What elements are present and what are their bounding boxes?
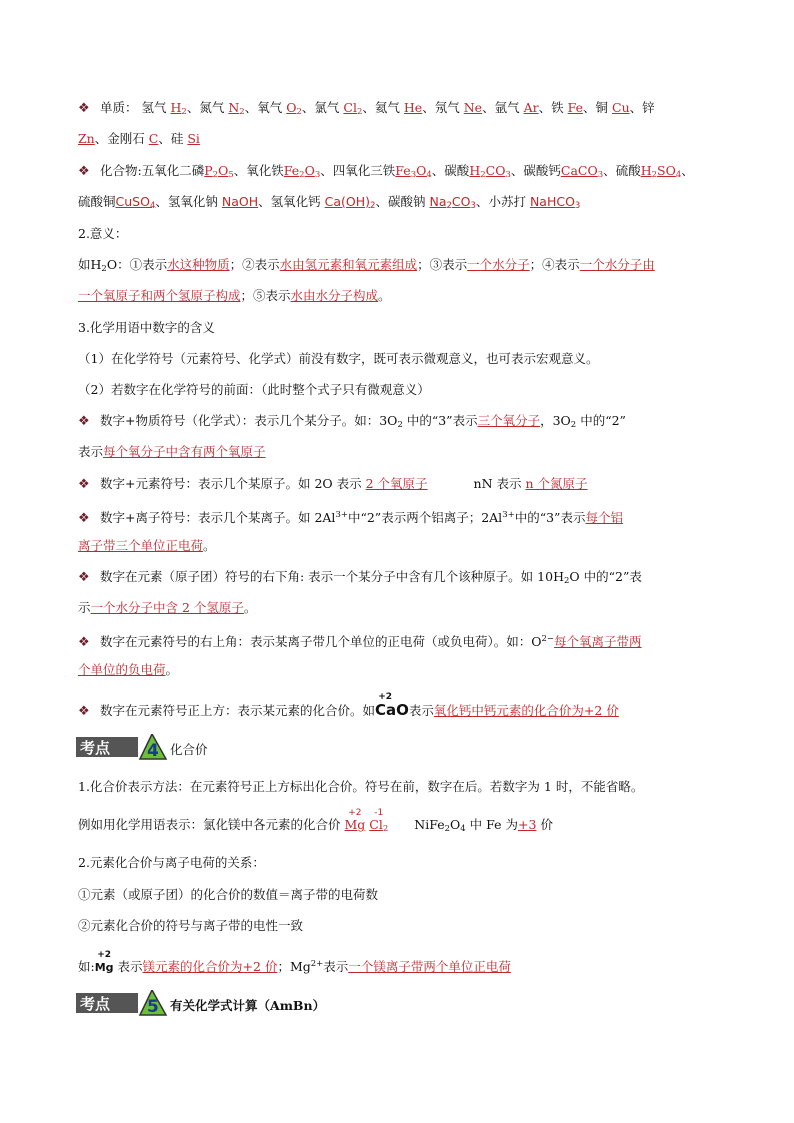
simple-substances-line-1: ❖ 单质： 氢气 $H_2$、氮气 $N_2$、氧气 $O_2$、氯气 $Cl_2$、氦气 He、氖气 Ne、氩气 Ar、铁 Fe、铜 Cu、锌 bbox=[78, 100, 655, 117]
answer: n 个氮原子 bbox=[525, 476, 588, 491]
valence-p5: ②元素化合价的符号与离子带的电性一致 bbox=[78, 918, 304, 933]
kaodian-4-header bbox=[76, 732, 208, 760]
answer: 镁元素的化合价为+2 价 bbox=[142, 959, 278, 974]
text: ；Mg bbox=[277, 959, 311, 974]
mg-valence-symbol: +2 Mg bbox=[94, 950, 114, 974]
kaodian-5-header bbox=[76, 988, 325, 1016]
formula: Zn bbox=[78, 131, 95, 146]
name: 硅 bbox=[170, 131, 184, 146]
badge-text: 考点 bbox=[80, 995, 111, 1013]
text: 中的“3”表示 bbox=[514, 510, 586, 525]
answer: 一个水分子中含 2 个氢原子 bbox=[90, 600, 244, 615]
name: 铁 bbox=[551, 100, 564, 115]
meaning-text: ；②表示 bbox=[229, 257, 280, 272]
answer: +3 bbox=[518, 817, 537, 832]
text: 表示 bbox=[408, 703, 434, 718]
formula-sub: 2 bbox=[239, 107, 245, 117]
answer: 离子带三个单位正电荷 bbox=[78, 538, 204, 553]
compounds-line-2: 硫酸铜CuSO$_4$、氢氧化钠 NaOH、氢氧化钙 $Ca(OH)_2$、碳酸钠 $Na_2CO_3$、小苏打 NaHCO$_3$ bbox=[78, 194, 581, 211]
name: 氮气 bbox=[199, 100, 225, 115]
name: 碳酸钙 bbox=[523, 163, 561, 178]
kaodian-badge bbox=[76, 990, 168, 1016]
numbers-bullet-5-line-2 bbox=[78, 662, 178, 678]
formula: Ar bbox=[523, 100, 539, 115]
text: O 中的“2”表 bbox=[569, 569, 642, 584]
answer: 水由氢元素和氧元素组成 bbox=[279, 257, 418, 272]
text: 。 bbox=[165, 662, 179, 677]
numbers-bullet-1-line-2 bbox=[78, 444, 266, 460]
valence-p4: ①元素（或原子团）的化合价的数值＝离子带的电荷数 bbox=[78, 887, 379, 902]
answer: 一个水分子 bbox=[467, 257, 530, 272]
text: 中的“3”表示 bbox=[406, 413, 478, 428]
valence-p3: 2.元素化合价与离子电荷的关系： bbox=[78, 855, 265, 870]
compounds-line-1: ❖ 化合物:五氧化二磷$P_2O_5$、氧化铁$Fe_2O_3$、四氧化三铁$Fe_3O_4$、碳酸$H_2CO_3$、碳酸钙CaCO$_3$、硫酸$H_2SO_4$、 bbox=[78, 163, 694, 180]
formula: He bbox=[403, 100, 423, 115]
formula-sub: 2 bbox=[296, 107, 302, 117]
bullet-icon: ❖ bbox=[78, 164, 90, 179]
kaodian-badge bbox=[76, 734, 168, 760]
name: 氢氧化钠 bbox=[167, 194, 218, 209]
answer: 每个氧分子中含有两个氧原子 bbox=[103, 444, 266, 459]
bullet-icon: ❖ bbox=[78, 704, 90, 719]
text: ，3O bbox=[540, 413, 571, 428]
bullet-icon: ❖ bbox=[78, 101, 90, 116]
formula-sub: 2 bbox=[356, 107, 363, 117]
numbers-bullet-2 bbox=[78, 476, 588, 493]
text: 中 Fe 为 bbox=[469, 817, 519, 832]
numbers-bullet-4: ❖ 数字在元素（原子团）符号的右下角: 表示一个某分子中含有几个该种原子。如 $10H_2O$ 中的“2”表 bbox=[78, 569, 642, 586]
text: 价 bbox=[540, 817, 553, 832]
meaning-text: ；⑤表示 bbox=[240, 288, 291, 303]
answer: 个单位的负电荷 bbox=[78, 662, 166, 677]
name: 氯气 bbox=[314, 100, 340, 115]
cl-valence: -1 $Cl_2$ bbox=[369, 808, 389, 834]
answer: 每个氧离子带两 bbox=[554, 634, 642, 649]
meaning-text: ；④表示 bbox=[529, 257, 580, 272]
name: 硫酸 bbox=[615, 163, 641, 178]
meaning-line-1: 如$H_2O$：①表示水这种物质；②表示水由氢元素和氧元素组成；③表示一个水分子；④表示一个水分子由 bbox=[78, 257, 655, 274]
answer: 一个镁离子带两个单位正电荷 bbox=[348, 959, 511, 974]
name: 氖气 bbox=[434, 100, 460, 115]
meaning-heading: 2.意义： bbox=[78, 226, 128, 241]
valence-formula: +2 CaO bbox=[375, 692, 409, 719]
bullet-icon: ❖ bbox=[78, 635, 90, 650]
formula: Ne bbox=[463, 100, 483, 115]
text: 表示 bbox=[323, 959, 349, 974]
text: 中的“2” bbox=[580, 413, 626, 428]
answer: 三个氧分子 bbox=[477, 413, 541, 428]
meaning-text: ①表示 bbox=[129, 257, 168, 272]
name: 铜 bbox=[595, 100, 609, 115]
text: 数字+元素符号：表示几个某原子。如 2O 表示 bbox=[100, 476, 362, 491]
answer: 一个水分子由 bbox=[579, 257, 655, 272]
numbers-p2: （2）若数字在化学符号的前面：（此时整个式子只有微观意义） bbox=[78, 382, 430, 397]
answer: 一个氧原子和两个氢原子构成 bbox=[78, 288, 241, 303]
name: 氢氧化钙 bbox=[270, 194, 321, 209]
numbers-bullet-4-line-2 bbox=[78, 600, 256, 616]
label: 化合物: bbox=[100, 163, 142, 178]
formula: Fe bbox=[567, 100, 584, 115]
meaning-text: 如H bbox=[78, 257, 102, 272]
name: 小苏打 bbox=[488, 194, 526, 209]
text: 。 bbox=[203, 538, 216, 553]
name: 锌 bbox=[642, 100, 655, 115]
numbers-bullet-3: ❖ 数字+离子符号：表示几个某离子。如 $2Al^{3+}$中“2”表示两个铝离子；$2Al^{3+}$中的“3”表示每个铝 bbox=[78, 510, 623, 526]
answer: 水由水分子构成 bbox=[290, 288, 379, 303]
numbers-bullet-6 bbox=[78, 692, 619, 720]
numbers-p1: （1）在化学符号（元素符号、化学式）前没有数字，既可表示微观意义，也可表示宏观意义。 bbox=[78, 351, 599, 366]
bullet-icon: ❖ bbox=[78, 477, 90, 492]
name: 碳酸钠 bbox=[387, 194, 426, 209]
ion-charge: 2+ bbox=[310, 959, 324, 969]
name: 四氧化三铁 bbox=[332, 163, 396, 178]
formula: Si bbox=[187, 131, 200, 146]
bullet-icon: ❖ bbox=[78, 414, 90, 429]
text: 如: bbox=[78, 959, 95, 974]
meaning-text: 。 bbox=[378, 288, 391, 303]
answer: 每个铝 bbox=[585, 510, 623, 525]
bullet-icon: ❖ bbox=[78, 570, 90, 585]
badge-number: 5 bbox=[147, 997, 159, 1016]
numbers-bullet-3-line-2 bbox=[78, 538, 216, 554]
mg-valence: +2 Mg bbox=[344, 808, 366, 832]
text: 数字+离子符号：表示几个某离子。如 2Al bbox=[100, 510, 336, 525]
text: 数字在元素符号的右上角：表示某离子带几个单位的正电荷（或负电荷）。如：O bbox=[100, 634, 542, 649]
simple-substances-line-2: Zn、金刚石 C、硅 Si bbox=[78, 131, 200, 146]
name: 氢气 bbox=[141, 100, 167, 115]
kaodian-title: 有关化学式计算（AmBn） bbox=[170, 998, 326, 1013]
numbers-bullet-5: ❖ 数字在元素符号的右上角：表示某离子带几个单位的正电荷（或负电荷）。如：$O^{2-}$每个氧离子带两 bbox=[78, 634, 642, 650]
text: 数字+物质符号（化学式）：表示几个某分子。如：3O bbox=[100, 413, 398, 428]
label: 单质： bbox=[100, 100, 138, 115]
text: 例如用化学用语表示：氯化镁中各元素的化合价 bbox=[78, 817, 341, 832]
answer: 氧化钙中钙元素的化合价为+2 价 bbox=[433, 703, 619, 718]
meaning-text: ；③表示 bbox=[417, 257, 468, 272]
formula: H bbox=[170, 100, 182, 115]
answer: 2 个氧原子 bbox=[365, 476, 428, 491]
formula: O bbox=[286, 100, 297, 115]
text: 中“2”表示两个铝离子；2Al bbox=[347, 510, 503, 525]
name: 氦气 bbox=[374, 100, 400, 115]
valence-p1: 1.化合价表示方法：在元素符号正上方标出化合价。符号在前，数字在后。若数字为 1 时，不能省略。 bbox=[78, 779, 644, 794]
formula: Cl bbox=[343, 100, 357, 115]
meaning-line-2 bbox=[78, 288, 391, 304]
text: 示 bbox=[78, 600, 91, 615]
text: 数字在元素符号正上方：表示某元素的化合价。如 bbox=[100, 703, 376, 718]
kaodian-title: 化合价 bbox=[170, 742, 208, 757]
text: 。 bbox=[243, 600, 257, 615]
name: 氩气 bbox=[494, 100, 520, 115]
text: O bbox=[450, 817, 461, 832]
formula: Cu bbox=[612, 100, 630, 115]
kaodian-badge-icon bbox=[76, 990, 168, 1016]
badge-number: 4 bbox=[147, 741, 159, 760]
text: 数字在元素（原子团）符号的右下角: 表示一个某分子中含有几个该种原子。如 10H bbox=[100, 569, 564, 584]
numbers-heading: 3.化学用语中数字的含义 bbox=[78, 320, 215, 335]
formula-sub: 2 bbox=[181, 107, 187, 117]
valence-p6 bbox=[78, 950, 511, 976]
name: 碳酸 bbox=[444, 163, 470, 178]
name: 氧化铁 bbox=[246, 163, 284, 178]
kaodian-badge-icon bbox=[76, 734, 168, 760]
badge-text: 考点 bbox=[80, 739, 111, 757]
valence-p2: 例如用化学用语表示：氯化镁中各元素的化合价 +2 Mg -1 $Cl_2$ $NiFe_2O_4$ 中 Fe 为+3 价 bbox=[78, 817, 553, 837]
text: 表示 bbox=[78, 444, 104, 459]
bullet-icon: ❖ bbox=[78, 511, 90, 526]
text: 表示 bbox=[117, 959, 143, 974]
numbers-bullet-1: ❖ 数字+物质符号（化学式）：表示几个某分子。如：$3O_2$ 中的“3”表示三个氧分子，$3O_2$ 中的“2” bbox=[78, 413, 626, 430]
answer: 水这种物质 bbox=[167, 257, 230, 272]
formula: C bbox=[148, 131, 159, 146]
name: 氧气 bbox=[257, 100, 283, 115]
name: 五氧化二磷 bbox=[141, 163, 205, 178]
formula: N bbox=[228, 100, 240, 115]
text: nN 表示 bbox=[473, 476, 522, 491]
name: 硫酸铜 bbox=[78, 194, 116, 209]
text: NiFe bbox=[414, 817, 445, 832]
name: 金刚石 bbox=[107, 131, 145, 146]
meaning-text: O： bbox=[106, 257, 130, 272]
